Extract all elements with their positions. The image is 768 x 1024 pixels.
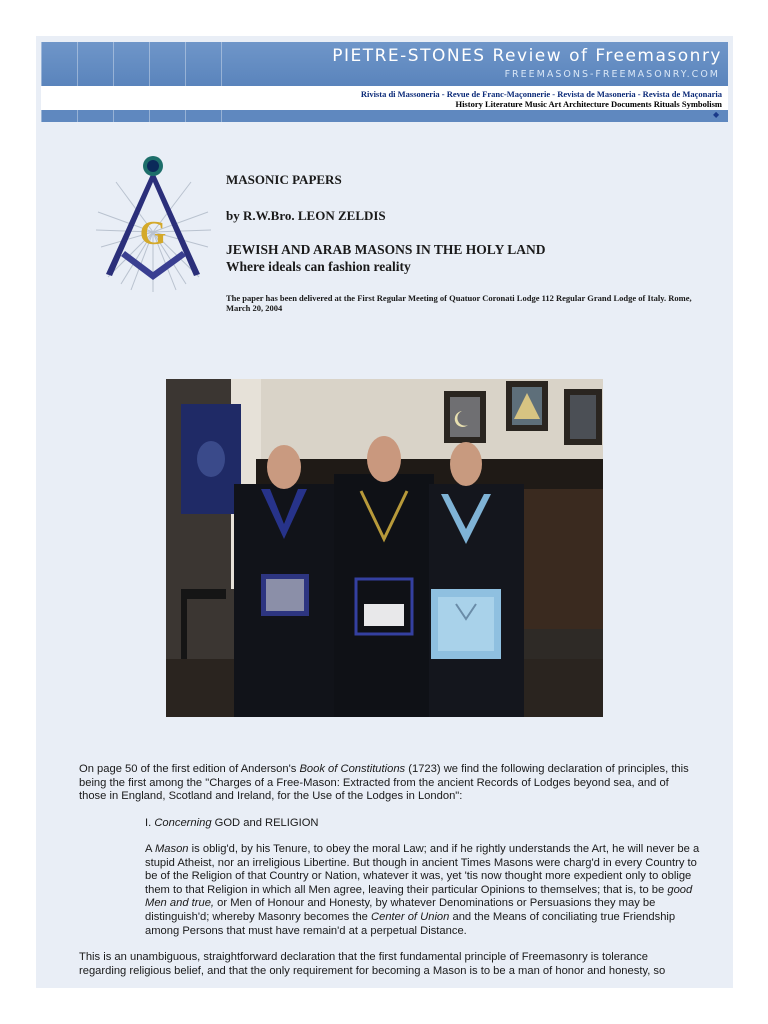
square-and-compasses-icon [96,152,211,292]
quote-heading [145,817,705,831]
article-subtitle: Where ideals can fashion reality [226,259,411,274]
banner-topics: History Literature Music Art Architecture Documents Rituals Symbolism [455,99,722,109]
q-d: good Men and true, [145,883,693,910]
logo-letter: G [139,215,167,252]
q-c: is oblig'd, by his Tenure, to obey the moral Law; and if he rightly understands the Art, he will never be a stupid Atheist, nor an irreligious Libertine. But though in ancient Times Masons were charg'd in every Country to be of the Religion of that Country or Nation, whatever it was, yet 'tis now thought more expedient only to oblige them to that Religion in which all Men agree, leaving their particular Opinions to themselves; that is, to be [145,843,700,896]
q-a: A [145,843,155,855]
q-f: Center of Union [371,910,450,923]
article-title: JEWISH AND ARAB MASONS IN THE HOLY LAND [226,242,546,257]
author-line: by R.W.Bro. LEON ZELDIS [226,208,386,223]
banner-grid-pattern [41,42,256,122]
q-b: Mason [154,843,189,855]
qh-c: GOD and RELIGION [211,817,319,829]
quote-block [145,843,707,938]
paragraph-1 [79,763,694,804]
series-title: MASONIC PAPERS [226,172,342,187]
banner-languages: Rivista di Massoneria - Revue de Franc-Maçonnerie - Revista de Masoneria - Revista de Maçonaria [360,89,722,99]
book-title: Book of Constitutions [299,763,406,775]
page [36,36,733,988]
diamond-arrow-icon[interactable]: ◆ [713,110,720,119]
p1-text-c: (1723) we find the following declaration of principles, this being the first among the "Charges of a Free-Mason: Extracted from the ancient Records of Lodges beyond sea, and of those in England, Scotland and Ireland, for the Use of the Lodges in London": [79,763,689,803]
p1-text-a: On page 50 of the first edition of Anderson's [79,763,300,775]
banner-title: PIETRE-STONES Review of Freemasonry [332,46,722,66]
delivery-note: The paper has been delivered at the First Regular Meeting of Quatuor Coronati Lodge 112 Regular Grand Lodge of Italy. Rome, March 20, 2004 [226,293,692,313]
lodge-photo [166,379,603,717]
qh-a: I. [145,817,155,829]
paragraph-2: This is an unambiguous, straightforward declaration that the first fundamental principle of Freemasonry is tolerance regarding religious belief, and that the only requirement for becoming a Mason is to be a man of honor and honesty, so [79,951,666,977]
q-g: and the Means of conciliating true Friendship among Persons that must have remain'd at a perpetual Distance. [145,910,676,937]
banner-site-url[interactable]: FREEMASONS-FREEMASONRY.COM [504,69,720,80]
qh-b: Concerning [154,817,212,829]
site-banner[interactable] [41,42,728,122]
q-e: or Men of Honour and Honesty, by whatever Denominations or Persuasions they may be distinguish'd; whereby Masonry becomes the [145,897,656,923]
